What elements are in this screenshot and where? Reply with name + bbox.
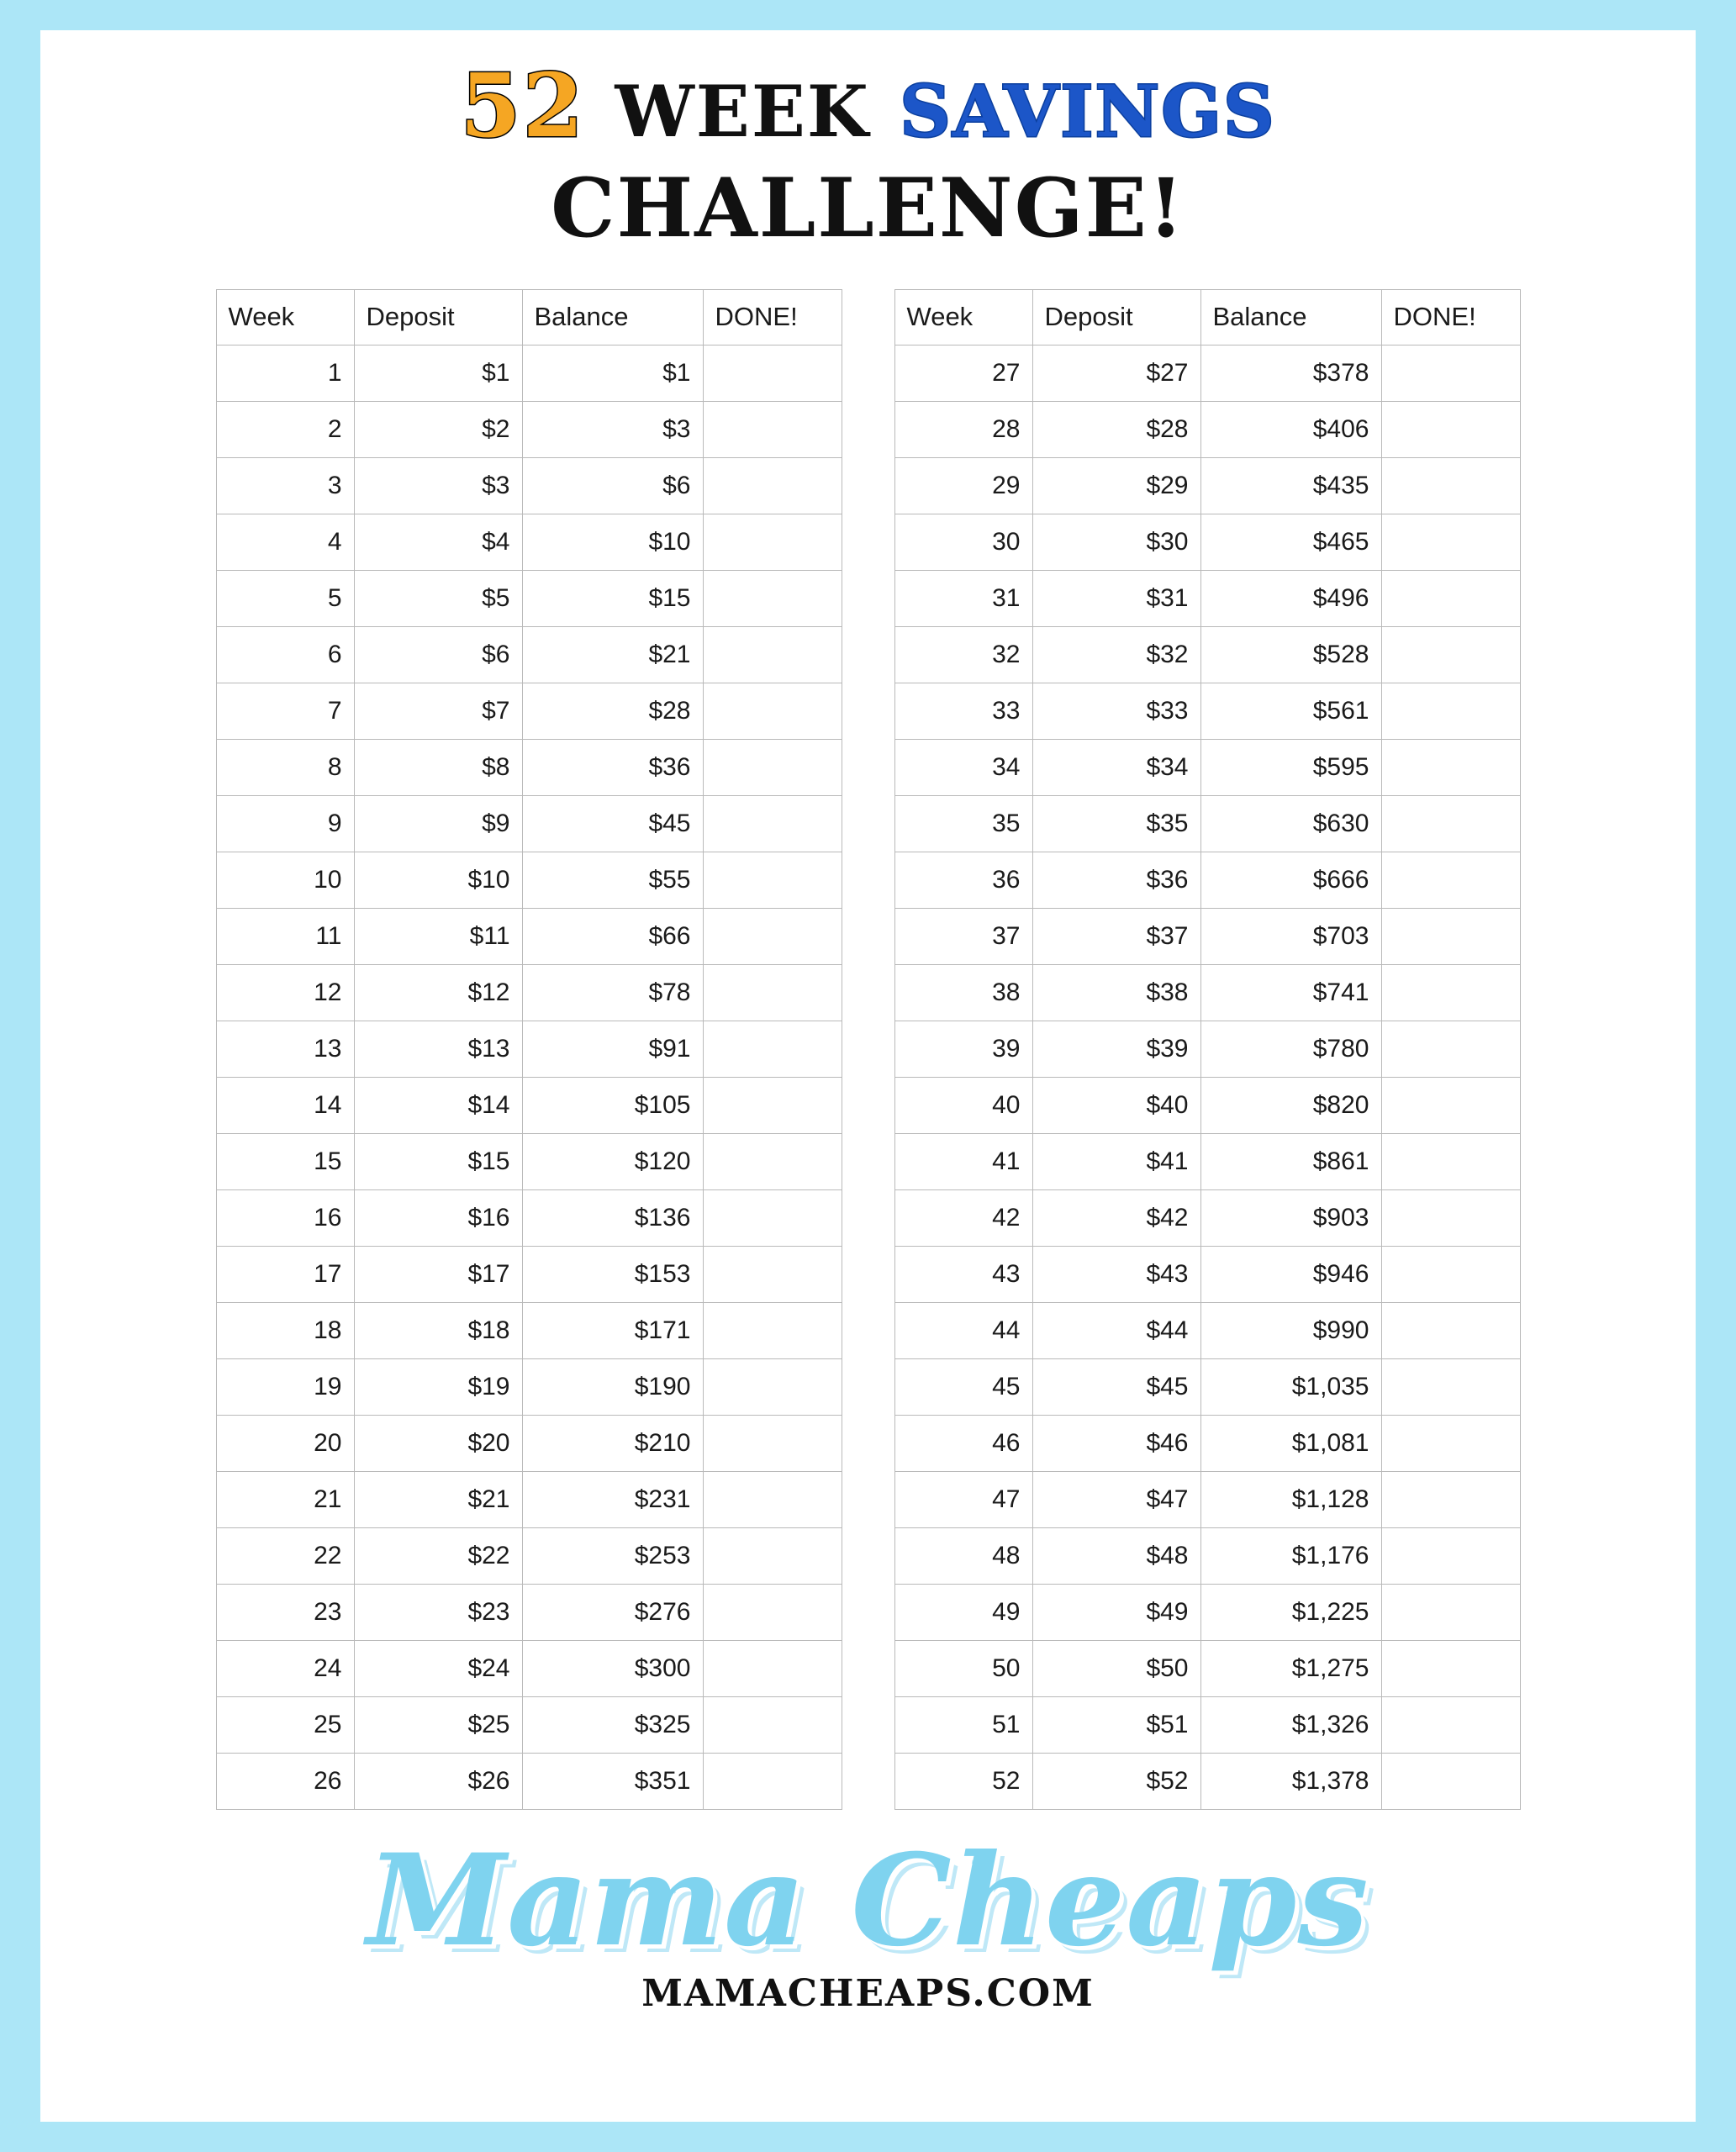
cell-balance: $630 [1200,795,1381,852]
cell-done[interactable] [1381,514,1520,570]
cell-balance: $21 [522,626,703,683]
table-row [894,1415,1520,1471]
cell-deposit: $27 [1032,345,1200,401]
table-row [216,1527,842,1584]
cell-done[interactable] [703,1302,842,1358]
cell-done[interactable] [1381,1527,1520,1584]
cell-deposit: $4 [354,514,522,570]
cell-week: 30 [894,514,1032,570]
cell-week: 41 [894,1133,1032,1189]
cell-done[interactable] [703,1584,842,1640]
cell-balance: $190 [522,1358,703,1415]
printable-page [40,30,1696,2122]
cell-done[interactable] [1381,401,1520,457]
cell-done[interactable] [1381,1753,1520,1809]
table-row [216,457,842,514]
cell-balance: $105 [522,1077,703,1133]
cell-week: 26 [216,1753,354,1809]
cell-deposit: $3 [354,457,522,514]
cell-deposit: $31 [1032,570,1200,626]
cell-balance: $990 [1200,1302,1381,1358]
cell-deposit: $30 [1032,514,1200,570]
cell-deposit: $45 [1032,1358,1200,1415]
cell-balance: $1,176 [1200,1527,1381,1584]
cell-week: 4 [216,514,354,570]
table-row [216,683,842,739]
cell-balance: $45 [522,795,703,852]
cell-week: 44 [894,1302,1032,1358]
cell-done[interactable] [703,1133,842,1189]
table-row [216,570,842,626]
cell-done[interactable] [703,1696,842,1753]
cell-done[interactable] [1381,1133,1520,1189]
table-row [894,626,1520,683]
table-row [894,514,1520,570]
cell-done[interactable] [703,1527,842,1584]
table-row [894,1527,1520,1584]
table-row [894,1302,1520,1358]
table-row [216,1133,842,1189]
cell-week: 21 [216,1471,354,1527]
cell-done[interactable] [703,401,842,457]
cell-deposit: $21 [354,1471,522,1527]
cell-deposit: $33 [1032,683,1200,739]
cell-week: 36 [894,852,1032,908]
cell-done[interactable] [703,1077,842,1133]
cell-deposit: $26 [354,1753,522,1809]
cell-week: 6 [216,626,354,683]
table-row [216,1189,842,1246]
page-title [40,30,1696,256]
column-header-balance: Balance [522,289,703,345]
cell-deposit: $1 [354,345,522,401]
cell-balance: $55 [522,852,703,908]
column-header-week: Week [894,289,1032,345]
cell-balance: $861 [1200,1133,1381,1189]
cell-deposit: $41 [1032,1133,1200,1189]
cell-balance: $946 [1200,1246,1381,1302]
cell-deposit: $38 [1032,964,1200,1021]
cell-deposit: $25 [354,1696,522,1753]
brand-logo: Mama Cheaps [367,1826,1369,1975]
cell-week: 17 [216,1246,354,1302]
cell-deposit: $34 [1032,739,1200,795]
title-savings: SAVINGS [900,70,1276,153]
table-row [216,908,842,964]
cell-week: 19 [216,1358,354,1415]
cell-week: 25 [216,1696,354,1753]
cell-done[interactable] [1381,1640,1520,1696]
table-row [216,1696,842,1753]
table-row [894,570,1520,626]
cell-deposit: $28 [1032,401,1200,457]
table-header-row [216,289,842,345]
cell-deposit: $14 [354,1077,522,1133]
cell-week: 2 [216,401,354,457]
cell-done[interactable] [1381,1358,1520,1415]
cell-deposit: $6 [354,626,522,683]
cell-deposit: $12 [354,964,522,1021]
table-row [216,1584,842,1640]
column-header-done: DONE! [703,289,842,345]
cell-week: 40 [894,1077,1032,1133]
table-row [894,345,1520,401]
table-row [216,1415,842,1471]
cell-balance: $1,275 [1200,1640,1381,1696]
cell-balance: $210 [522,1415,703,1471]
cell-deposit: $44 [1032,1302,1200,1358]
cell-done[interactable] [703,1246,842,1302]
cell-deposit: $16 [354,1189,522,1246]
cell-balance: $276 [522,1584,703,1640]
cell-done[interactable] [1381,1302,1520,1358]
cell-done[interactable] [1381,795,1520,852]
cell-deposit: $40 [1032,1077,1200,1133]
cell-week: 23 [216,1584,354,1640]
table-row [216,1077,842,1133]
table-row [894,1133,1520,1189]
cell-balance: $595 [1200,739,1381,795]
cell-week: 5 [216,570,354,626]
cell-done[interactable] [1381,1246,1520,1302]
cell-done[interactable] [703,345,842,401]
column-header-week: Week [216,289,354,345]
cell-done[interactable] [703,852,842,908]
cell-deposit: $52 [1032,1753,1200,1809]
cell-deposit: $7 [354,683,522,739]
table-row [216,739,842,795]
cell-done[interactable] [1381,457,1520,514]
cell-deposit: $13 [354,1021,522,1077]
table-row [894,1753,1520,1809]
title-number: 52 [460,54,586,157]
table-row [894,683,1520,739]
cell-done[interactable] [1381,683,1520,739]
table-row [216,964,842,1021]
cell-week: 29 [894,457,1032,514]
cell-done[interactable] [1381,739,1520,795]
table-row [216,345,842,401]
cell-week: 18 [216,1302,354,1358]
cell-week: 9 [216,795,354,852]
table-row [894,1358,1520,1415]
column-header-balance: Balance [1200,289,1381,345]
cell-done[interactable] [703,1021,842,1077]
cell-balance: $1,081 [1200,1415,1381,1471]
cell-deposit: $51 [1032,1696,1200,1753]
cell-done[interactable] [1381,1077,1520,1133]
cell-balance: $253 [522,1527,703,1584]
cell-balance: $36 [522,739,703,795]
cell-week: 7 [216,683,354,739]
cell-week: 27 [894,345,1032,401]
cell-balance: $78 [522,964,703,1021]
cell-balance: $406 [1200,401,1381,457]
cell-week: 47 [894,1471,1032,1527]
cell-balance: $1,225 [1200,1584,1381,1640]
table-row [894,1696,1520,1753]
cell-week: 3 [216,457,354,514]
cell-balance: $435 [1200,457,1381,514]
column-header-deposit: Deposit [1032,289,1200,345]
cell-balance: $6 [522,457,703,514]
title-week: WEEK [615,70,870,153]
cell-done[interactable] [703,1753,842,1809]
title-line-2: CHALLENGE! [551,161,1185,256]
cell-week: 34 [894,739,1032,795]
table-row [216,852,842,908]
table-row [894,908,1520,964]
cell-week: 50 [894,1640,1032,1696]
cell-done[interactable] [703,570,842,626]
cell-deposit: $18 [354,1302,522,1358]
table-row [894,457,1520,514]
cell-deposit: $15 [354,1133,522,1189]
table-row [216,626,842,683]
table-row [894,401,1520,457]
cell-balance: $153 [522,1246,703,1302]
savings-table-weeks-27-52 [894,289,1521,1810]
cell-week: 45 [894,1358,1032,1415]
cell-balance: $561 [1200,683,1381,739]
cell-done[interactable] [703,908,842,964]
cell-balance: $91 [522,1021,703,1077]
cell-week: 38 [894,964,1032,1021]
cell-deposit: $48 [1032,1527,1200,1584]
cell-deposit: $8 [354,739,522,795]
cell-week: 49 [894,1584,1032,1640]
cell-balance: $171 [522,1302,703,1358]
cell-balance: $325 [522,1696,703,1753]
cell-deposit: $36 [1032,852,1200,908]
cell-balance: $741 [1200,964,1381,1021]
footer [40,1826,1696,2016]
cell-done[interactable] [1381,626,1520,683]
cell-balance: $465 [1200,514,1381,570]
cell-week: 42 [894,1189,1032,1246]
cell-deposit: $24 [354,1640,522,1696]
cell-week: 46 [894,1415,1032,1471]
cell-done[interactable] [703,683,842,739]
cell-done[interactable] [1381,1021,1520,1077]
cell-week: 11 [216,908,354,964]
table-row [894,1189,1520,1246]
cell-done[interactable] [703,514,842,570]
cell-deposit: $47 [1032,1471,1200,1527]
cell-balance: $496 [1200,570,1381,626]
cell-done[interactable] [703,1189,842,1246]
cell-week: 12 [216,964,354,1021]
cell-deposit: $37 [1032,908,1200,964]
cell-week: 33 [894,683,1032,739]
cell-done[interactable] [1381,1189,1520,1246]
table-row [216,1021,842,1077]
table-row [894,739,1520,795]
cell-balance: $300 [522,1640,703,1696]
cell-balance: $528 [1200,626,1381,683]
cell-week: 48 [894,1527,1032,1584]
cell-balance: $1,035 [1200,1358,1381,1415]
cell-week: 52 [894,1753,1032,1809]
cell-deposit: $20 [354,1415,522,1471]
table-row [894,964,1520,1021]
cell-week: 16 [216,1189,354,1246]
cell-week: 51 [894,1696,1032,1753]
cell-done[interactable] [1381,908,1520,964]
cell-balance: $15 [522,570,703,626]
cell-done[interactable] [703,964,842,1021]
cell-balance: $136 [522,1189,703,1246]
cell-deposit: $19 [354,1358,522,1415]
cell-week: 39 [894,1021,1032,1077]
cell-done[interactable] [703,1471,842,1527]
cell-balance: $66 [522,908,703,964]
cell-week: 35 [894,795,1032,852]
cell-week: 13 [216,1021,354,1077]
table-row [216,1471,842,1527]
table-row [894,1077,1520,1133]
cell-week: 32 [894,626,1032,683]
cell-balance: $1,378 [1200,1753,1381,1809]
cell-balance: $28 [522,683,703,739]
cell-done[interactable] [703,626,842,683]
cell-done[interactable] [1381,345,1520,401]
table-row [216,795,842,852]
cell-deposit: $11 [354,908,522,964]
cell-done[interactable] [703,457,842,514]
table-row [216,1246,842,1302]
cell-done[interactable] [703,1415,842,1471]
brand-url: MAMACHEAPS.COM [641,1972,1095,2016]
table-header-row [894,289,1520,345]
cell-done[interactable] [703,1640,842,1696]
cell-balance: $231 [522,1471,703,1527]
column-header-done: DONE! [1381,289,1520,345]
cell-balance: $903 [1200,1189,1381,1246]
table-row [894,1021,1520,1077]
cell-balance: $1,128 [1200,1471,1381,1527]
cell-balance: $10 [522,514,703,570]
cell-deposit: $49 [1032,1584,1200,1640]
cell-deposit: $23 [354,1584,522,1640]
cell-week: 20 [216,1415,354,1471]
cell-done[interactable] [1381,1415,1520,1471]
cell-balance: $666 [1200,852,1381,908]
title-line-1 [40,54,1696,157]
cell-balance: $1 [522,345,703,401]
cell-week: 43 [894,1246,1032,1302]
cell-week: 22 [216,1527,354,1584]
cell-balance: $351 [522,1753,703,1809]
cell-balance: $1,326 [1200,1696,1381,1753]
cell-week: 15 [216,1133,354,1189]
cell-week: 31 [894,570,1032,626]
cell-done[interactable] [1381,570,1520,626]
table-row [894,1246,1520,1302]
cell-deposit: $2 [354,401,522,457]
cell-done[interactable] [1381,964,1520,1021]
cell-balance: $3 [522,401,703,457]
cell-week: 37 [894,908,1032,964]
table-row [216,1358,842,1415]
table-row [216,1302,842,1358]
cell-done[interactable] [1381,1584,1520,1640]
cell-deposit: $39 [1032,1021,1200,1077]
cell-week: 10 [216,852,354,908]
savings-table-weeks-1-26 [216,289,842,1810]
cell-deposit: $17 [354,1246,522,1302]
table-row [894,852,1520,908]
cell-week: 28 [894,401,1032,457]
column-header-deposit: Deposit [354,289,522,345]
cell-deposit: $5 [354,570,522,626]
cell-done[interactable] [1381,1471,1520,1527]
cell-done[interactable] [703,1358,842,1415]
cell-week: 8 [216,739,354,795]
table-row [894,795,1520,852]
cell-deposit: $46 [1032,1415,1200,1471]
table-row [216,401,842,457]
cell-balance: $780 [1200,1021,1381,1077]
cell-done[interactable] [703,739,842,795]
cell-balance: $378 [1200,345,1381,401]
cell-deposit: $32 [1032,626,1200,683]
table-row [894,1471,1520,1527]
cell-balance: $703 [1200,908,1381,964]
table-row [216,1640,842,1696]
table-row [894,1640,1520,1696]
table-row [216,1753,842,1809]
cell-week: 14 [216,1077,354,1133]
cell-deposit: $9 [354,795,522,852]
cell-done[interactable] [1381,852,1520,908]
cell-deposit: $10 [354,852,522,908]
cell-deposit: $35 [1032,795,1200,852]
cell-done[interactable] [703,795,842,852]
table-row [216,514,842,570]
cell-deposit: $43 [1032,1246,1200,1302]
cell-balance: $120 [522,1133,703,1189]
cell-done[interactable] [1381,1696,1520,1753]
cell-deposit: $50 [1032,1640,1200,1696]
cell-deposit: $29 [1032,457,1200,514]
cell-week: 1 [216,345,354,401]
cell-deposit: $42 [1032,1189,1200,1246]
cell-balance: $820 [1200,1077,1381,1133]
cell-week: 24 [216,1640,354,1696]
savings-tables [40,289,1696,1810]
cell-deposit: $22 [354,1527,522,1584]
table-row [894,1584,1520,1640]
